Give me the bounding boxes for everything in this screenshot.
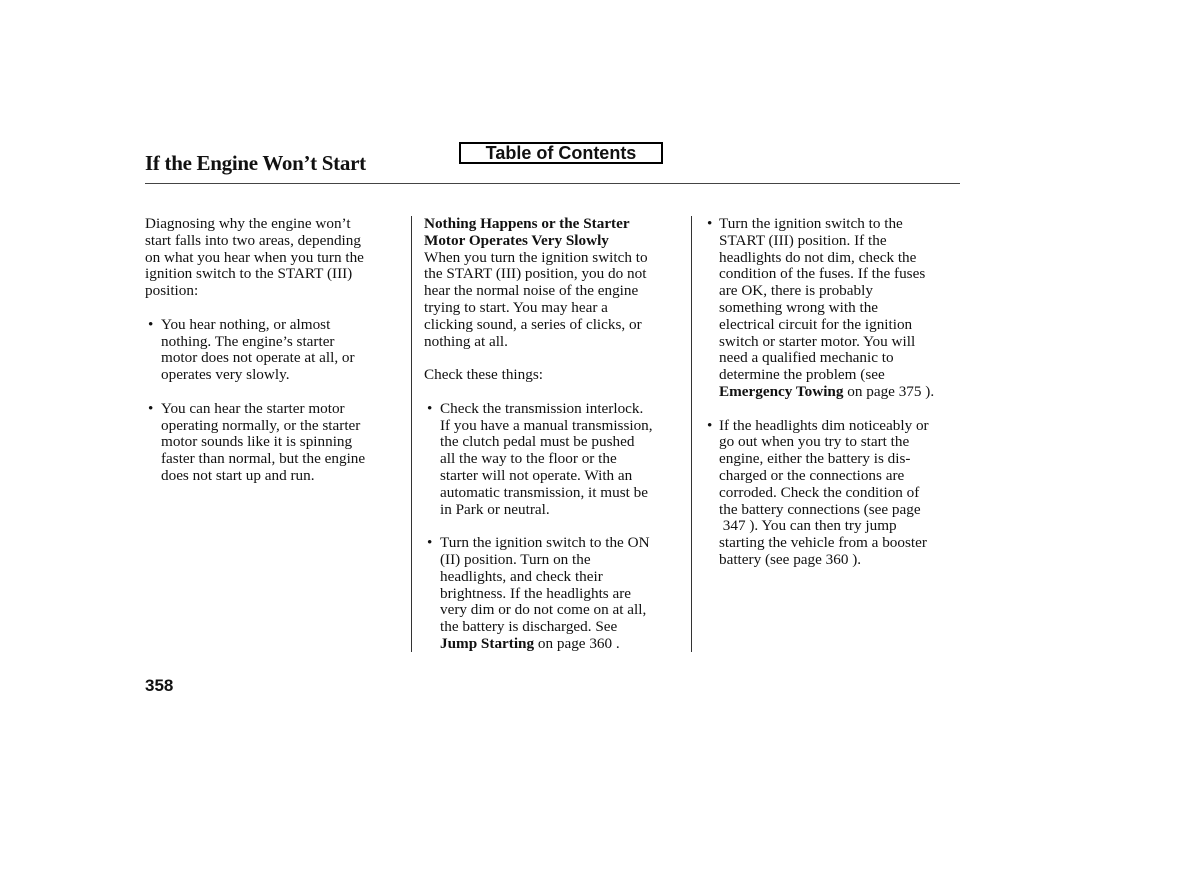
bullet-line: START (III) position. If the	[719, 231, 887, 249]
page-reference: on page 375 ).	[843, 382, 935, 400]
body-line: clicking sound, a series of clicks, or	[424, 315, 642, 333]
column-divider	[411, 216, 412, 652]
body-line: trying to start. You may hear a	[424, 298, 608, 316]
emergency-towing-link[interactable]: Emergency Towing	[719, 382, 844, 400]
column-2	[424, 216, 682, 653]
intro-line: Diagnosing why the engine won’t	[145, 215, 351, 232]
intro-line: ignition switch to the START (III)	[145, 265, 353, 283]
page-title: If the Engine Won’t Start	[145, 151, 366, 175]
section-body	[424, 250, 682, 351]
bullet-line: headlights do not dim, check the	[719, 248, 917, 266]
bullet-line: the clutch pedal must be pushed	[440, 433, 635, 451]
page-reference: on page 360 .	[534, 634, 620, 652]
intro-line: on what you hear when you turn the	[145, 248, 364, 266]
check-these-things: Check these things:	[424, 366, 543, 384]
bullet-headlights-dim	[707, 418, 969, 569]
bullet-line: automatic transmission, it must be	[440, 483, 648, 501]
bullet-line: faster than normal, but the engine	[161, 450, 366, 468]
bullet-line: condition of the fuses. If the fuses	[719, 265, 926, 283]
column-1	[145, 216, 400, 485]
bullet-line: are OK, there is probably	[719, 282, 873, 300]
bullet-line: operating normally, or the starter	[161, 416, 361, 434]
bullet-start-position	[707, 216, 969, 401]
table-of-contents-button[interactable]: Table of Contents	[459, 142, 663, 164]
bullet-line: does not start up and run.	[161, 466, 315, 484]
intro-line: start falls into two areas, depending	[145, 231, 361, 249]
bullet-line: Turn the ignition switch to the	[719, 215, 903, 232]
bullet-line: corroded. Check the condition of	[719, 483, 920, 501]
section-heading	[424, 216, 682, 250]
bullet-line: operates very slowly.	[161, 366, 290, 384]
bullet-line: very dim or do not come on at all,	[440, 601, 647, 619]
body-line: hear the normal noise of the engine	[424, 282, 639, 300]
bullet-line: starter will not operate. With an	[440, 466, 633, 484]
bullet-line: (II) position. Turn on the	[440, 550, 591, 568]
heading-line: Motor Operates Very Slowly	[424, 231, 609, 249]
bullet-line: nothing. The engine’s starter	[161, 332, 335, 350]
bullet-line: motor does not operate at all, or	[161, 349, 355, 367]
intro-paragraph	[145, 216, 400, 300]
jump-starting-link[interactable]: Jump Starting	[440, 634, 535, 652]
body-line: nothing at all.	[424, 332, 508, 350]
bullet-line: the battery is discharged. See	[440, 618, 618, 636]
column-divider	[691, 216, 692, 652]
bullet-line: If the headlights dim noticeably or	[719, 416, 929, 434]
bullet-line: brightness. If the headlights are	[440, 584, 632, 602]
bullet-line: starting the vehicle from a booster	[719, 534, 927, 552]
column-3	[707, 216, 969, 569]
bullet-starter-normal	[145, 401, 400, 485]
bullet-line: in Park or neutral.	[440, 500, 550, 518]
bullet-line: battery (see page 360 ).	[719, 550, 862, 568]
bullet-line: You hear nothing, or almost	[161, 315, 331, 333]
page-number: 358	[145, 676, 174, 695]
bullet-line: something wrong with the	[719, 298, 879, 316]
bullet-hear-nothing	[145, 317, 400, 384]
bullet-line: motor sounds like it is spinning	[161, 433, 353, 451]
body-line: When you turn the ignition switch to	[424, 248, 648, 266]
bullet-line: Check the transmission interlock.	[440, 399, 644, 417]
bullet-line: all the way to the floor or the	[440, 450, 617, 468]
intro-line: position:	[145, 282, 199, 300]
body-line: the START (III) position, you do not	[424, 265, 647, 283]
bullet-line: 347 ). You can then try jump	[719, 517, 897, 535]
bullet-line: headlights, and check their	[440, 567, 603, 585]
bullet-headlight-check	[424, 535, 682, 653]
bullet-line: You can hear the starter motor	[161, 399, 345, 417]
header-divider	[145, 183, 960, 184]
bullet-line: Turn the ignition switch to the ON	[440, 534, 650, 552]
bullet-line: the battery connections (see page	[719, 500, 921, 518]
bullet-line: charged or the connections are	[719, 466, 905, 484]
bullet-transmission-interlock	[424, 401, 682, 519]
bullet-line: determine the problem (see	[719, 366, 885, 384]
heading-line: Nothing Happens or the Starter	[424, 215, 630, 232]
bullet-line: go out when you try to start the	[719, 433, 910, 451]
bullet-line: switch or starter motor. You will	[719, 332, 916, 350]
bullet-line: need a qualified mechanic to	[719, 349, 894, 367]
bullet-line: electrical circuit for the ignition	[719, 315, 913, 333]
bullet-line: engine, either the battery is dis-	[719, 450, 911, 468]
bullet-line: If you have a manual transmission,	[440, 416, 653, 434]
